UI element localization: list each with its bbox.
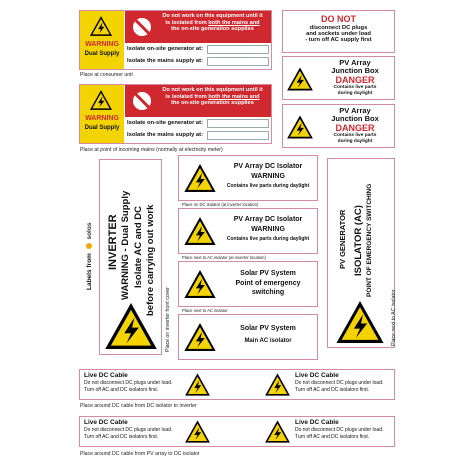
live-dc-cable-text-right bbox=[295, 372, 383, 394]
live-dc-line2: Turn off AC and DC isolators first. bbox=[84, 434, 159, 440]
solar-pv-label-2 bbox=[178, 314, 318, 360]
live-dc-title: Live DC Cable bbox=[295, 419, 339, 426]
hazard-triangle-icon bbox=[103, 300, 159, 352]
dc-isolator-warning: WARNING bbox=[251, 173, 285, 180]
junction-box-text bbox=[315, 59, 395, 96]
field2-input bbox=[207, 131, 269, 140]
junction-line2: Junction Box bbox=[331, 66, 379, 75]
live-dc-line1: Do not disconnect DC plugs under load. bbox=[84, 380, 173, 386]
prohibit-line3: the on-site generation supplies bbox=[171, 26, 254, 33]
brand-name: solos bbox=[86, 222, 93, 240]
live-dc-line2: Turn off AC and DC isolators first. bbox=[84, 387, 159, 393]
prohibit-line2: is isolated from both the mains and bbox=[165, 19, 260, 26]
prohibition-text bbox=[156, 87, 269, 107]
live-dc-cable-text-right bbox=[295, 419, 383, 441]
brand-sun-icon bbox=[86, 243, 92, 249]
live-dc-title: Live DC Cable bbox=[84, 419, 128, 426]
dc-isolator-note-1: Place on DC isolator (at inverter location) bbox=[182, 202, 259, 207]
junction-sub2: during daylight bbox=[337, 90, 373, 96]
dc-isolator-note-2: Place next to AC isolator (at inverter location) bbox=[182, 255, 266, 260]
junction-line2: Junction Box bbox=[331, 114, 379, 123]
junction-sub1: Contains live parts bbox=[333, 133, 377, 138]
no-entry-prohibition-icon bbox=[130, 15, 154, 39]
dc-isolator-text bbox=[219, 215, 317, 243]
field2-label: Isolate the mains supply at: bbox=[127, 132, 204, 138]
hazard-triangle-icon bbox=[183, 321, 217, 353]
solar-pv-title: Solar PV System bbox=[240, 270, 296, 277]
do-not-disconnect-label bbox=[282, 10, 395, 53]
live-dc-title: Live DC Cable bbox=[295, 372, 339, 379]
field1-input bbox=[207, 119, 269, 128]
pv-generator-note: Place next to AC isolator bbox=[391, 289, 397, 346]
prohibit-line2: is isolated from both the mains and bbox=[165, 93, 260, 100]
place-consumer-unit-note: Place at consumer unit bbox=[80, 72, 133, 78]
hazard-triangle-icon bbox=[184, 372, 211, 397]
prohibition-area bbox=[125, 85, 271, 117]
do-not-line3: - turn off AC supply first bbox=[305, 37, 372, 43]
hazard-triangle-icon bbox=[89, 15, 113, 37]
live-dc-title: Live DC Cable bbox=[84, 372, 128, 379]
warning-panel bbox=[80, 11, 124, 69]
hazard-triangle-icon bbox=[334, 299, 386, 345]
hazard-triangle-icon bbox=[286, 66, 314, 92]
inverter-line1: INVERTER bbox=[107, 214, 119, 270]
dc-isolator-title: PV Array DC Isolator bbox=[233, 216, 303, 223]
live-dc-cable-text-left bbox=[84, 372, 172, 394]
dc-isolator-title: PV Array DC Isolator bbox=[233, 163, 303, 170]
field2-input bbox=[207, 57, 269, 66]
solar-pv-text bbox=[219, 268, 317, 297]
solar-pv-line2: switching bbox=[251, 289, 285, 296]
place-dc-cable-isolator-inverter-note: Place around DC cable from DC isolator to inverter bbox=[80, 403, 197, 409]
field1-input bbox=[207, 45, 269, 54]
place-dc-cable-array-isolator-note: Place around DC cable from PV array to DC isolator bbox=[80, 451, 200, 457]
hazard-triangle-icon bbox=[264, 419, 291, 444]
live-dc-line1: Do not disconnect DC plugs under load. bbox=[295, 380, 384, 386]
live-dc-cable-strip-1 bbox=[79, 369, 395, 400]
junction-sub2: during daylight bbox=[337, 138, 373, 144]
junction-line1: PV Array bbox=[339, 106, 371, 115]
danger-heading: DANGER bbox=[335, 123, 375, 133]
solar-pv-note-1: Place next to AC isolator bbox=[182, 308, 228, 313]
pv-generator-line1: PV GENERATOR bbox=[338, 209, 347, 269]
warning-panel bbox=[80, 85, 124, 143]
live-dc-cable-strip-2 bbox=[79, 416, 395, 447]
dual-supply-text: Dual Supply bbox=[84, 51, 120, 57]
pv-generator-label bbox=[327, 158, 395, 348]
live-dc-line1: Do not disconnect DC plugs under load. bbox=[295, 427, 384, 433]
dc-isolator-sub: Contains live parts during daylight bbox=[226, 236, 310, 242]
field1-label: Isolate on-site generator at: bbox=[127, 120, 204, 126]
pv-generator-line3: POINT OF EMERGENCY SWITCHING bbox=[366, 183, 373, 297]
prohibition-text bbox=[156, 13, 269, 33]
hazard-triangle-icon bbox=[89, 89, 113, 111]
solar-pv-label-1 bbox=[178, 261, 318, 307]
hazard-triangle-icon bbox=[264, 372, 291, 397]
junction-box-label-2 bbox=[282, 104, 395, 148]
labels-from-brand bbox=[86, 223, 93, 290]
place-inverter-front-note: Place on inverter front cover bbox=[165, 287, 171, 352]
junction-line1: PV Array bbox=[339, 58, 371, 67]
dual-supply-text: Dual Supply bbox=[84, 125, 120, 131]
prohibit-line3: the on-site generation supplies bbox=[171, 100, 254, 107]
live-dc-line2: Turn off AC and DC isolators first. bbox=[295, 387, 370, 393]
junction-box-text bbox=[315, 107, 395, 144]
hazard-triangle-icon bbox=[183, 162, 217, 194]
dc-isolator-sub: Contains live parts during daylight bbox=[226, 183, 310, 189]
solar-pv-line1: Main AC isolator bbox=[244, 338, 292, 344]
junction-sub1: Contains live parts bbox=[333, 85, 377, 90]
field1-label: Isolate on-site generator at: bbox=[127, 46, 204, 52]
dc-isolator-label-2 bbox=[178, 208, 318, 254]
do-not-line2: and sockets under load bbox=[306, 31, 371, 37]
inverter-line2: WARNING - Dual Supply bbox=[120, 190, 131, 300]
hazard-triangle-icon bbox=[184, 419, 211, 444]
prohibition-area bbox=[125, 11, 271, 43]
labels-from-prefix: Labels from bbox=[86, 253, 93, 290]
live-dc-cable-text-left bbox=[84, 419, 172, 441]
dc-isolator-warning: WARNING bbox=[251, 226, 285, 233]
warning-heading: WARNING bbox=[85, 41, 119, 48]
live-dc-line2: Turn off AC and DC isolators first. bbox=[295, 434, 370, 440]
dc-isolator-text bbox=[219, 162, 317, 190]
place-incoming-mains-note: Place at point of incoming mains (normally at electricity meter) bbox=[80, 147, 223, 153]
live-dc-line1: Do not disconnect DC plugs under load. bbox=[84, 427, 173, 433]
do-not-line1: disconnect DC plugs bbox=[309, 25, 368, 31]
prohibit-line1: Do not work on this equipment until it bbox=[162, 87, 263, 93]
solar-pv-title: Solar PV System bbox=[240, 325, 296, 332]
do-not-title: DO NOT bbox=[321, 14, 356, 24]
danger-heading: DANGER bbox=[335, 75, 375, 85]
consumer-unit-label bbox=[79, 10, 272, 70]
no-entry-prohibition-icon bbox=[130, 89, 154, 113]
pv-generator-line2: ISOLATOR (AC) bbox=[353, 205, 364, 276]
inverter-line4: before carrying out work bbox=[145, 204, 156, 316]
inverter-line3: Isolate AC and DC bbox=[133, 206, 144, 288]
field2-label: Isolate the mains supply at: bbox=[127, 58, 204, 64]
prohibit-line1: Do not work on this equipment until it bbox=[162, 13, 263, 19]
junction-box-label-1 bbox=[282, 56, 395, 100]
inverter-label bbox=[99, 159, 162, 355]
incoming-mains-label bbox=[79, 84, 272, 144]
hazard-triangle-icon bbox=[183, 215, 217, 247]
warning-heading: WARNING bbox=[85, 115, 119, 122]
hazard-triangle-icon bbox=[286, 114, 314, 140]
solar-pv-line1: Point of emergency bbox=[235, 280, 301, 287]
dc-isolator-label-1 bbox=[178, 155, 318, 201]
solar-pv-text bbox=[219, 323, 317, 347]
hazard-triangle-icon bbox=[183, 268, 217, 300]
